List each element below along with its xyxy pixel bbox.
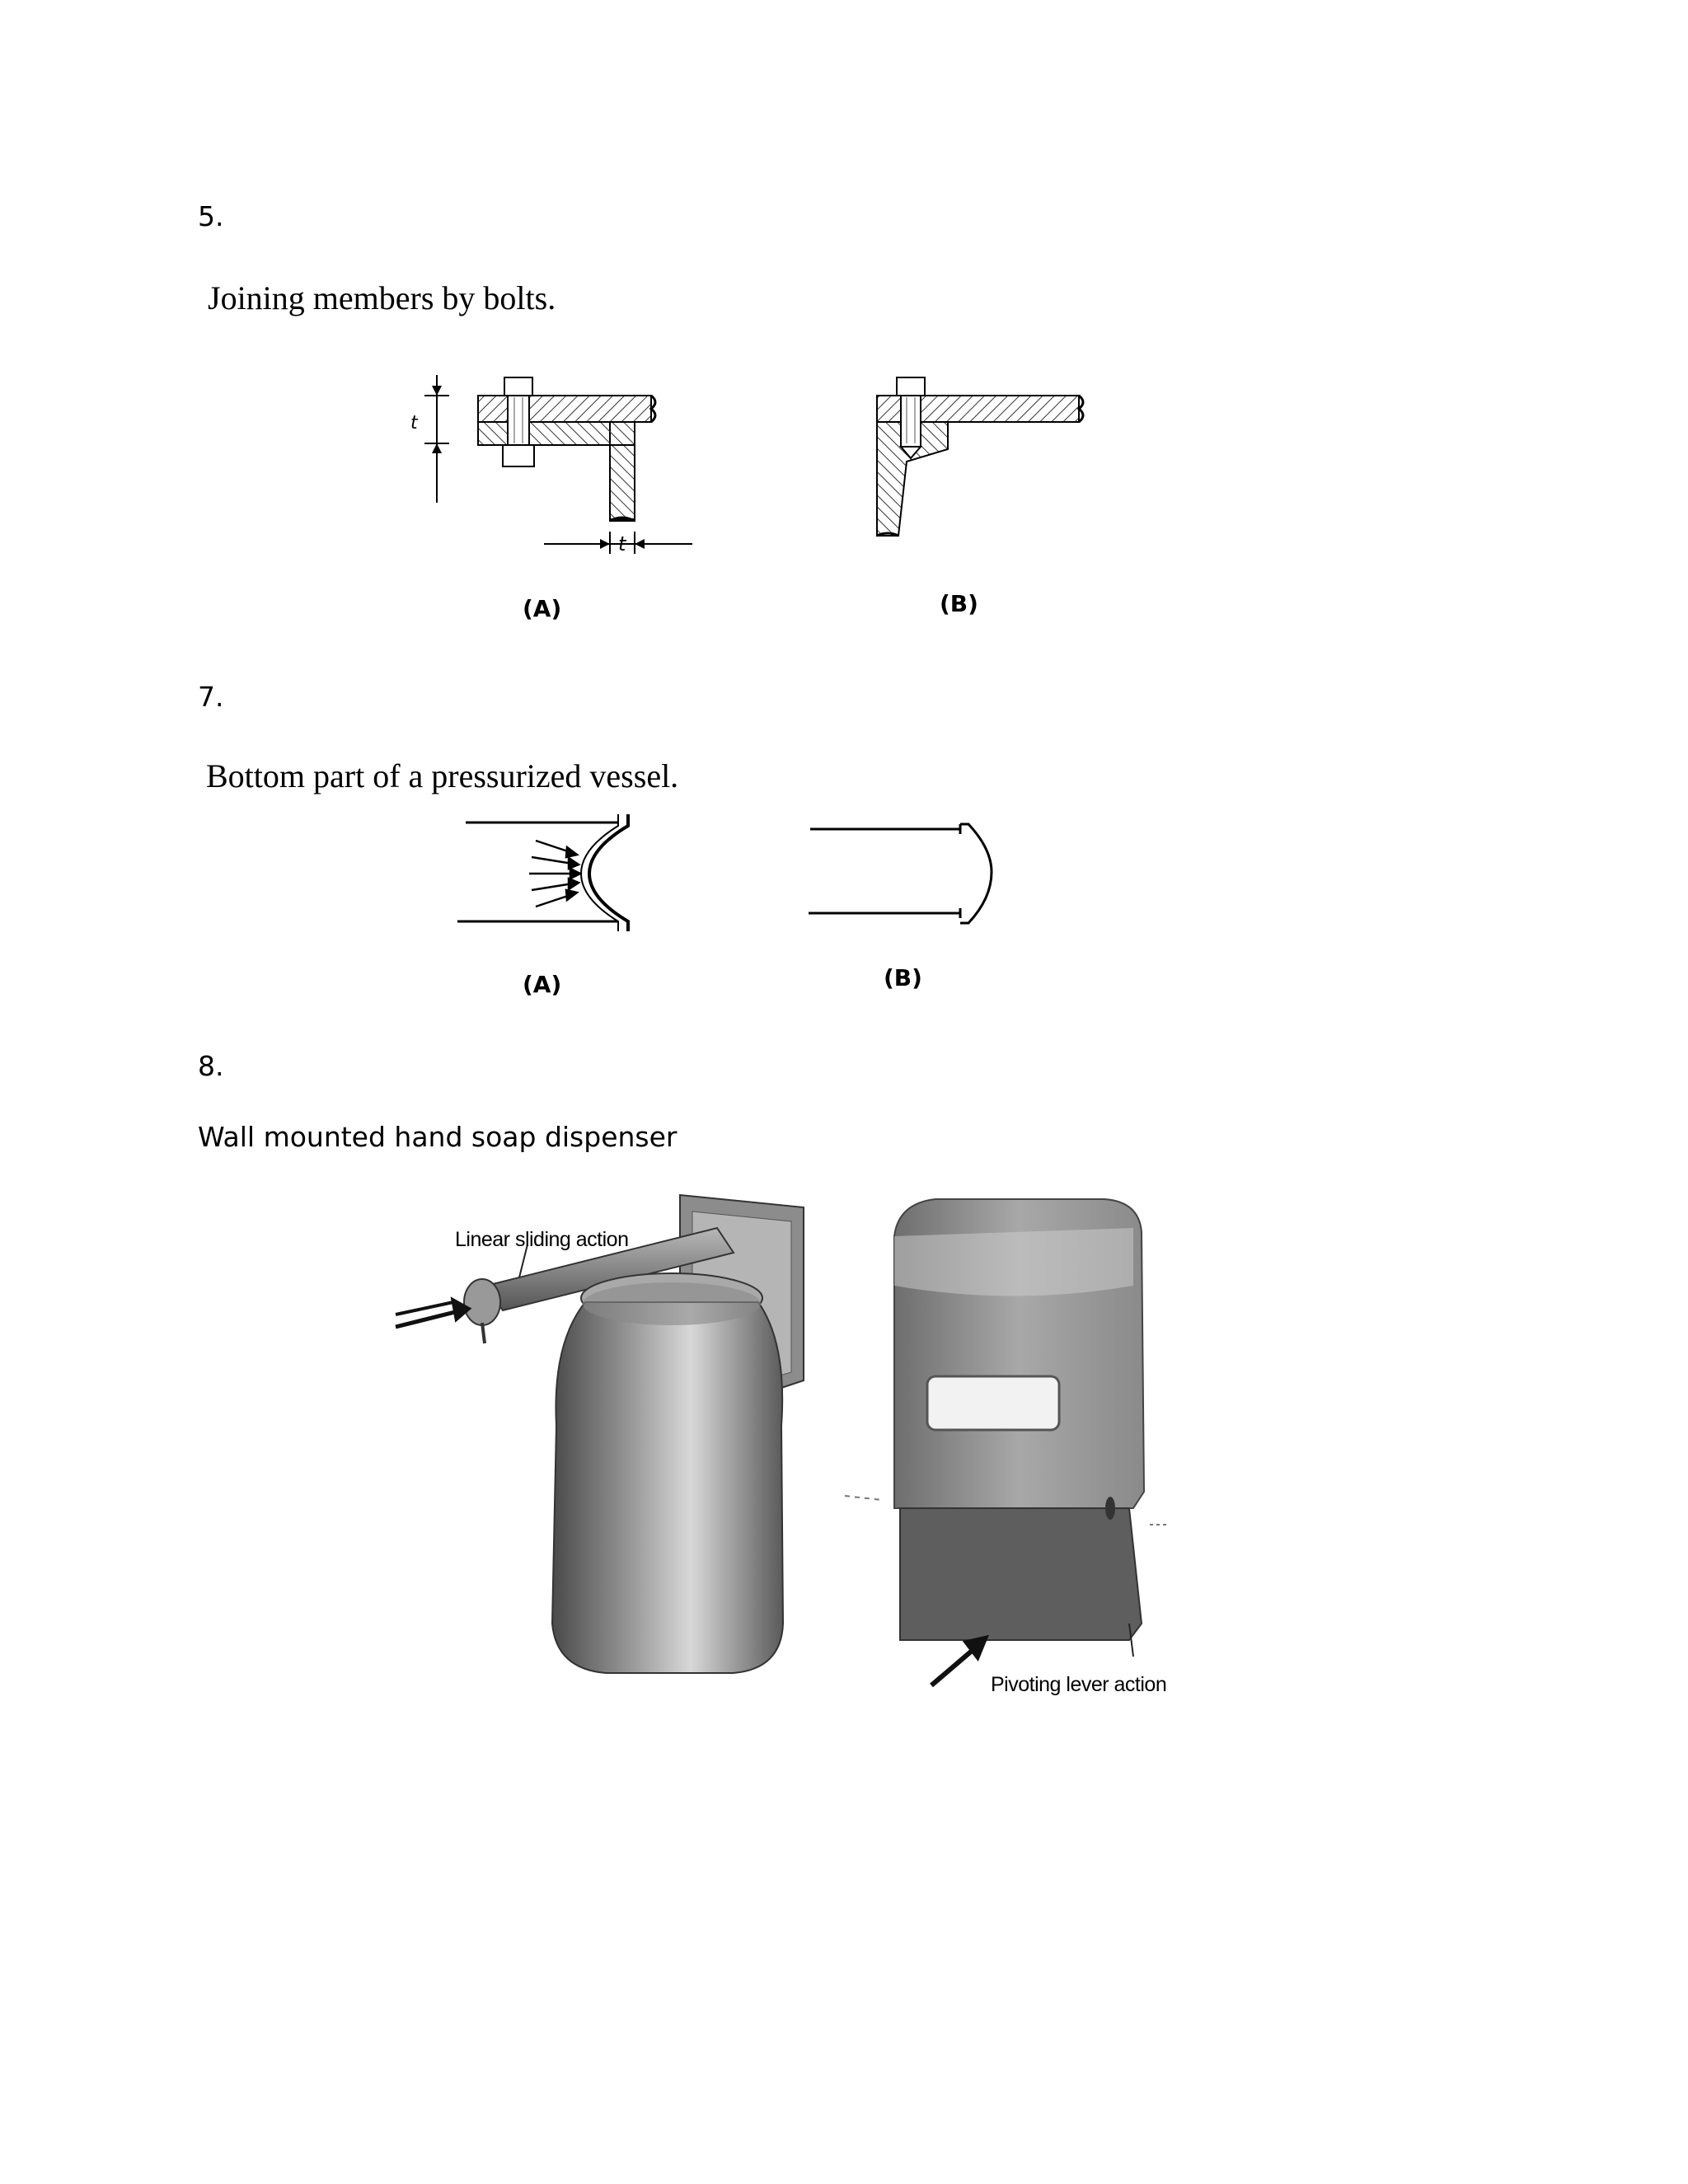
dimension-t-label-left: t	[410, 413, 418, 434]
soap-dispensers-illustration	[387, 1179, 1212, 1714]
figure-5a-label: (A)	[523, 595, 562, 622]
vessel-bottom-figure-b	[804, 816, 1001, 931]
section-7-number: 7.	[198, 681, 224, 713]
section-5-number: 5.	[198, 200, 224, 232]
vessel-bottom-figure-a	[453, 808, 635, 940]
bolt-joint-figure-a	[412, 363, 709, 569]
callout-linear-sliding-action: Linear sliding action	[455, 1228, 629, 1251]
bolt-joint-figure-b	[857, 371, 1104, 544]
section-5-title: Joining members by bolts.	[208, 279, 556, 316]
section-7-title: Bottom part of a pressurized vessel.	[206, 757, 679, 794]
figure-7b-label: (B)	[884, 964, 922, 991]
dimension-t-label: t	[618, 532, 626, 555]
section-8-number: 8.	[198, 1050, 224, 1082]
figure-7a-label: (A)	[523, 971, 562, 998]
figure-5b-label: (B)	[940, 590, 978, 617]
callout-pivoting-lever-action: Pivoting lever action	[991, 1673, 1167, 1696]
section-8-title: Wall mounted hand soap dispenser	[198, 1121, 678, 1153]
